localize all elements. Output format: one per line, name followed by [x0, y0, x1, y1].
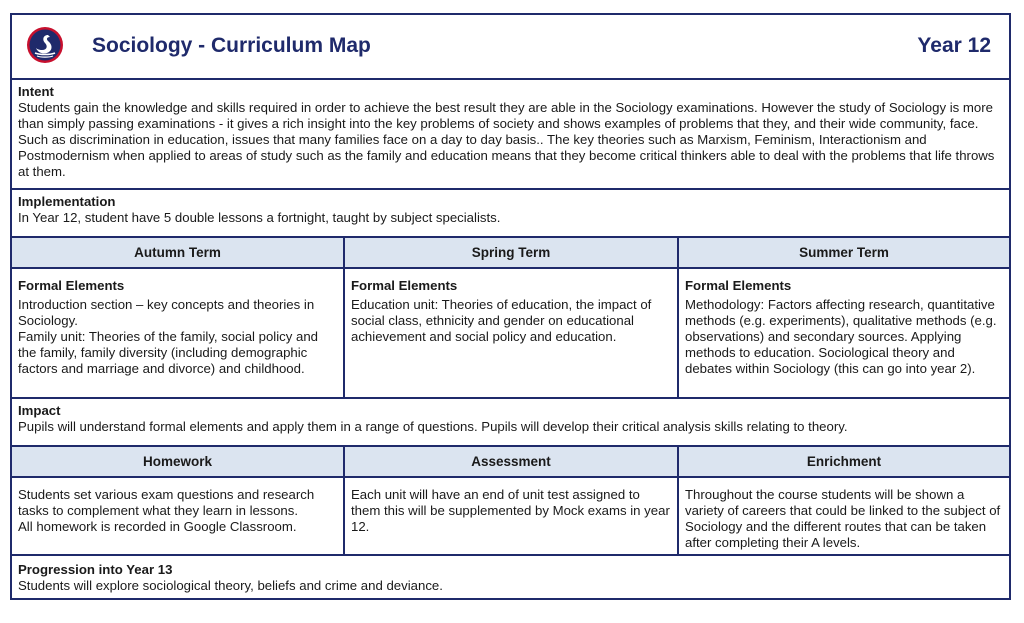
column-divider	[343, 238, 345, 397]
assessment-line: Each unit will have an end of unit test assigned to them this will be supplemented by Mock exams in year 12.	[351, 487, 670, 534]
assessment-cell	[345, 478, 677, 554]
curriculum-map-table	[10, 13, 1011, 600]
autumn-term-header: Autumn Term	[12, 238, 343, 267]
autumn-line: Family unit: Theories of the family, social policy and the family, family diversity (including demographic factors and marriage and divorce) and childhood.	[18, 329, 319, 376]
autumn-term-cell	[12, 269, 343, 397]
swan-logo-icon	[26, 26, 64, 64]
enrichment-header: Enrichment	[679, 447, 1009, 476]
homework-header: Homework	[12, 447, 343, 476]
homework-line: All homework is recorded in Google Classroom.	[18, 519, 297, 534]
spring-term-header: Spring Term	[345, 238, 677, 267]
autumn-formal-elements-heading: Formal Elements	[18, 278, 125, 293]
impact-heading: Impact	[18, 403, 61, 418]
implementation-text: In Year 12, student have 5 double lessons a fortnight, taught by subject specialists.	[18, 210, 501, 225]
assessment-header: Assessment	[345, 447, 677, 476]
impact-section	[12, 399, 1009, 445]
column-divider	[343, 447, 345, 554]
implementation-heading: Implementation	[18, 194, 116, 209]
progression-section	[12, 556, 1009, 598]
homework-cell	[12, 478, 343, 554]
progression-heading: Progression into Year 13	[18, 562, 173, 577]
impact-text: Pupils will understand formal elements and apply them in a range of questions. Pupils will develop their critical analysis skills relating to theory.	[18, 419, 848, 434]
intent-text: Students gain the knowledge and skills required in order to achieve the best result they are able in the Sociology examinations. However the study of Sociology is more than simply passing examinations - it gives a rich insight into the key problems of society and shows examples of problems that they, and their wide community, face. Such as discrimination in education, issues that many families face on a day to day basis.. The key theories such as Marxism, Feminism, Interactionism and Postmodernism when applied to areas of study such as the family and education means that they become critical thinkers able to deal with the problems that life throws at them.	[18, 100, 995, 179]
summer-formal-elements-heading: Formal Elements	[685, 278, 792, 293]
summer-term-header: Summer Term	[679, 238, 1009, 267]
spring-term-cell	[345, 269, 677, 397]
summer-term-cell	[679, 269, 1009, 397]
autumn-line: Introduction section – key concepts and theories in Sociology.	[18, 297, 315, 328]
intent-section	[12, 80, 1009, 188]
progression-text: Students will explore sociological theory, beliefs and crime and deviance.	[18, 578, 443, 593]
summer-line: Methodology: Factors affecting research, quantitative methods (e.g. experiments), qualitative methods (e.g. observations) and secondary sources. Applying methods to education. Sociological theory and debates within Sociology (this can go into year 2).	[685, 297, 997, 376]
year-label: Year 12	[917, 34, 991, 57]
spring-formal-elements-heading: Formal Elements	[351, 278, 458, 293]
enrichment-cell	[679, 478, 1009, 554]
column-divider	[677, 447, 679, 554]
enrichment-line: Throughout the course students will be shown a variety of careers that could be linked to the subject of Sociology and the different routes that can be taken after completing their A levels.	[685, 487, 1001, 550]
intent-heading: Intent	[18, 84, 54, 99]
homework-line: Students set various exam questions and research tasks to complement what they learn in lessons.	[18, 487, 315, 518]
implementation-section	[12, 190, 1009, 236]
column-divider	[677, 238, 679, 397]
spring-line: Education unit: Theories of education, the impact of social class, ethnicity and gender on educational achievement and social policy and education.	[351, 297, 652, 344]
header	[12, 15, 1009, 78]
page-title: Sociology - Curriculum Map	[92, 34, 371, 57]
